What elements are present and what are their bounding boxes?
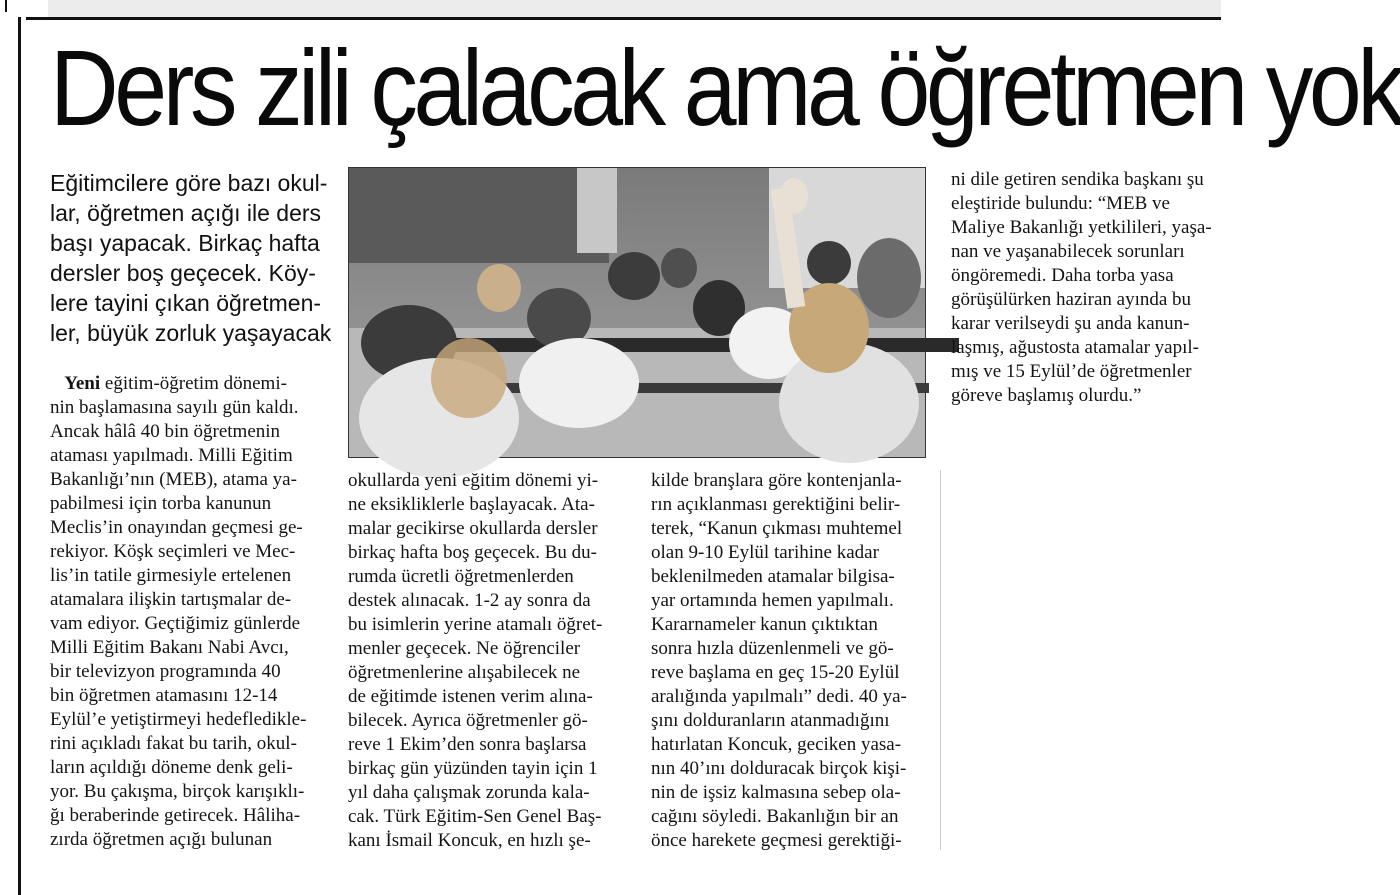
- body-line: malar gecikirse okullarda dersler: [348, 518, 598, 539]
- body-line: terek, “Kanun çıkması muhtemel: [651, 518, 903, 539]
- body-line: Ancak hâlâ 40 bin öğretmenin: [50, 421, 281, 442]
- body-line: Meclis’in onayından geçmesi ge-: [50, 517, 303, 538]
- body-line: karar verilseydi şu anda kanun-: [951, 313, 1190, 334]
- body-line: reve başlama en geç 15-20 Eylül: [651, 662, 900, 683]
- body-line: rın açıklanması gerektiğini belir-: [651, 494, 901, 515]
- body-line: laşmış, ağustosta atamalar yapıl-: [951, 337, 1199, 358]
- body-line: nın 40’ını dolduracak birçok kişi-: [651, 758, 907, 779]
- body-line-first: [50, 372, 335, 396]
- margin-rule: [18, 17, 21, 895]
- page-top-bar: [48, 0, 1221, 18]
- deck-line: başı yapacak. Birkaç hafta: [50, 230, 320, 256]
- deck: [50, 168, 330, 348]
- classroom-photo: [348, 167, 926, 458]
- body-line: atamalara ilişkin tartışmalar de-: [50, 589, 292, 610]
- body-line: bilecek. Ayrıca öğretmenler gö-: [348, 710, 588, 731]
- headline: Ders zili çalacak ama öğretmen yok: [50, 27, 1400, 148]
- body-line: sonra hızla düzenlenmeli ve gö-: [651, 638, 894, 659]
- classroom-photo-image: [349, 168, 925, 457]
- body-line: zırda öğretmen açığı bulunan: [50, 829, 273, 850]
- body-line: de eğitimde istenen verim alına-: [348, 686, 593, 707]
- body-line: yor. Bu çakışma, birçok karışıklı-: [50, 781, 305, 802]
- deck-line: ler, büyük zorluk yaşayacak: [50, 320, 332, 346]
- body-line: göreve başlamış olurdu.”: [951, 385, 1142, 406]
- body-line: ne eksikliklerle başlayacak. Ata-: [348, 494, 595, 515]
- body-line: kanı İsmail Koncuk, en hızlı şe-: [348, 830, 591, 851]
- body-line: önce harekete geçmesi gerektiği-: [651, 830, 902, 851]
- header-rule: [26, 17, 1221, 20]
- body-line: ğı beraberinde getirecek. Hâliha-: [50, 805, 301, 826]
- body-line: nin başlamasına sayılı gün kaldı.: [50, 397, 299, 418]
- body-line: rumda ücretli öğretmenlerden: [348, 566, 574, 587]
- body-line: olan 9-10 Eylül tarihine kadar: [651, 542, 879, 563]
- body-line: birkaç hafta boş geçecek. Bu du-: [348, 542, 598, 563]
- body-column-2: [348, 469, 626, 853]
- body-line: okullarda yeni eğitim dönemi yi-: [348, 470, 599, 491]
- column-divider: [940, 470, 941, 850]
- deck-line: Eğitimcilere göre bazı okul-: [50, 170, 328, 196]
- body-column-3: [651, 469, 929, 853]
- body-line: Eylül’e yetiştirmeyi hedefledikle-: [50, 709, 307, 730]
- body-line: bin öğretmen atamasını 12-14: [50, 685, 278, 706]
- body-line: yıl daha çalışmak zorunda kala-: [348, 782, 590, 803]
- deck-line: lar, öğretmen açığı ile ders: [50, 200, 322, 226]
- body-line: rini açıkladı fakat bu tarih, okul-: [50, 733, 297, 754]
- body-line: vam ediyor. Geçtiğimiz günlerde: [50, 613, 301, 634]
- body-line: öngöremedi. Daha torba yasa: [951, 265, 1174, 286]
- body-line: Bakanlığı’nın (MEB), atama ya-: [50, 469, 297, 490]
- body-column-4: [951, 168, 1221, 408]
- body-line-rest: eğitim-öğretim dönemi-: [100, 373, 287, 394]
- margin-rule-top: [5, 0, 7, 12]
- body-line: nan ve yaşanabilecek sorunları: [951, 241, 1185, 262]
- body-line: pabilmesi için torba kanunun: [50, 493, 272, 514]
- body-line: nin de işsiz kalmasına sebep ola-: [651, 782, 901, 803]
- body-line: reve 1 Ekim’den sonra başlarsa: [348, 734, 587, 755]
- body-line: ların açıldığı döneme denk geli-: [50, 757, 293, 778]
- body-line: Maliye Bakanlığı yetkilileri, yaşa-: [951, 217, 1212, 238]
- body-line: cak. Türk Eğitim-Sen Genel Baş-: [348, 806, 602, 827]
- body-line: aralığında yapılmalı” dedi. 40 ya-: [651, 686, 907, 707]
- body-line: cağını söyledi. Bakanlığın bir an: [651, 806, 899, 827]
- body-line: ni dile getiren sendika başkanı şu: [951, 169, 1204, 190]
- body-line: kilde branşlara göre kontenjanla-: [651, 470, 902, 491]
- body-line: şını dolduranların atanmadığını: [651, 710, 890, 731]
- body-line: yar ortamında hemen yapılmalı.: [651, 590, 894, 611]
- body-line: mış ve 15 Eylül’de öğretmenler: [951, 361, 1192, 382]
- body-line: rekiyor. Köşk seçimleri ve Mec-: [50, 541, 296, 562]
- deck-line: dersler boş geçecek. Köy-: [50, 260, 316, 286]
- lead-word: Yeni: [64, 373, 101, 394]
- deck-line: lere tayini çıkan öğretmen-: [50, 290, 322, 316]
- body-line: Milli Eğitim Bakanı Nabi Avcı,: [50, 637, 289, 658]
- body-line: ataması yapılmadı. Milli Eğitim: [50, 445, 293, 466]
- body-line: hatırlatan Koncuk, geciken yasa-: [651, 734, 902, 755]
- body-line: bir televizyon programında 40: [50, 661, 281, 682]
- body-line: birkaç gün yüzünden tayin için 1: [348, 758, 598, 779]
- body-line: öğretmenlerine alışabilecek ne: [348, 662, 581, 683]
- body-line: lis’in tatile girmesiyle ertelenen: [50, 565, 292, 586]
- body-line: beklenilmeden atamalar bilgisa-: [651, 566, 895, 587]
- body-line: Kararnameler kanun çıktıktan: [651, 614, 878, 635]
- body-line: destek alınacak. 1-2 ay sonra da: [348, 590, 591, 611]
- body-line: eleştiride bulundu: “MEB ve: [951, 193, 1170, 214]
- body-line: bu isimlerin yerine atamalı öğret-: [348, 614, 603, 635]
- body-line: menler geçecek. Ne öğrenciler: [348, 638, 581, 659]
- body-column-1: [50, 372, 335, 852]
- body-line: görüşülürken haziran ayında bu: [951, 289, 1192, 310]
